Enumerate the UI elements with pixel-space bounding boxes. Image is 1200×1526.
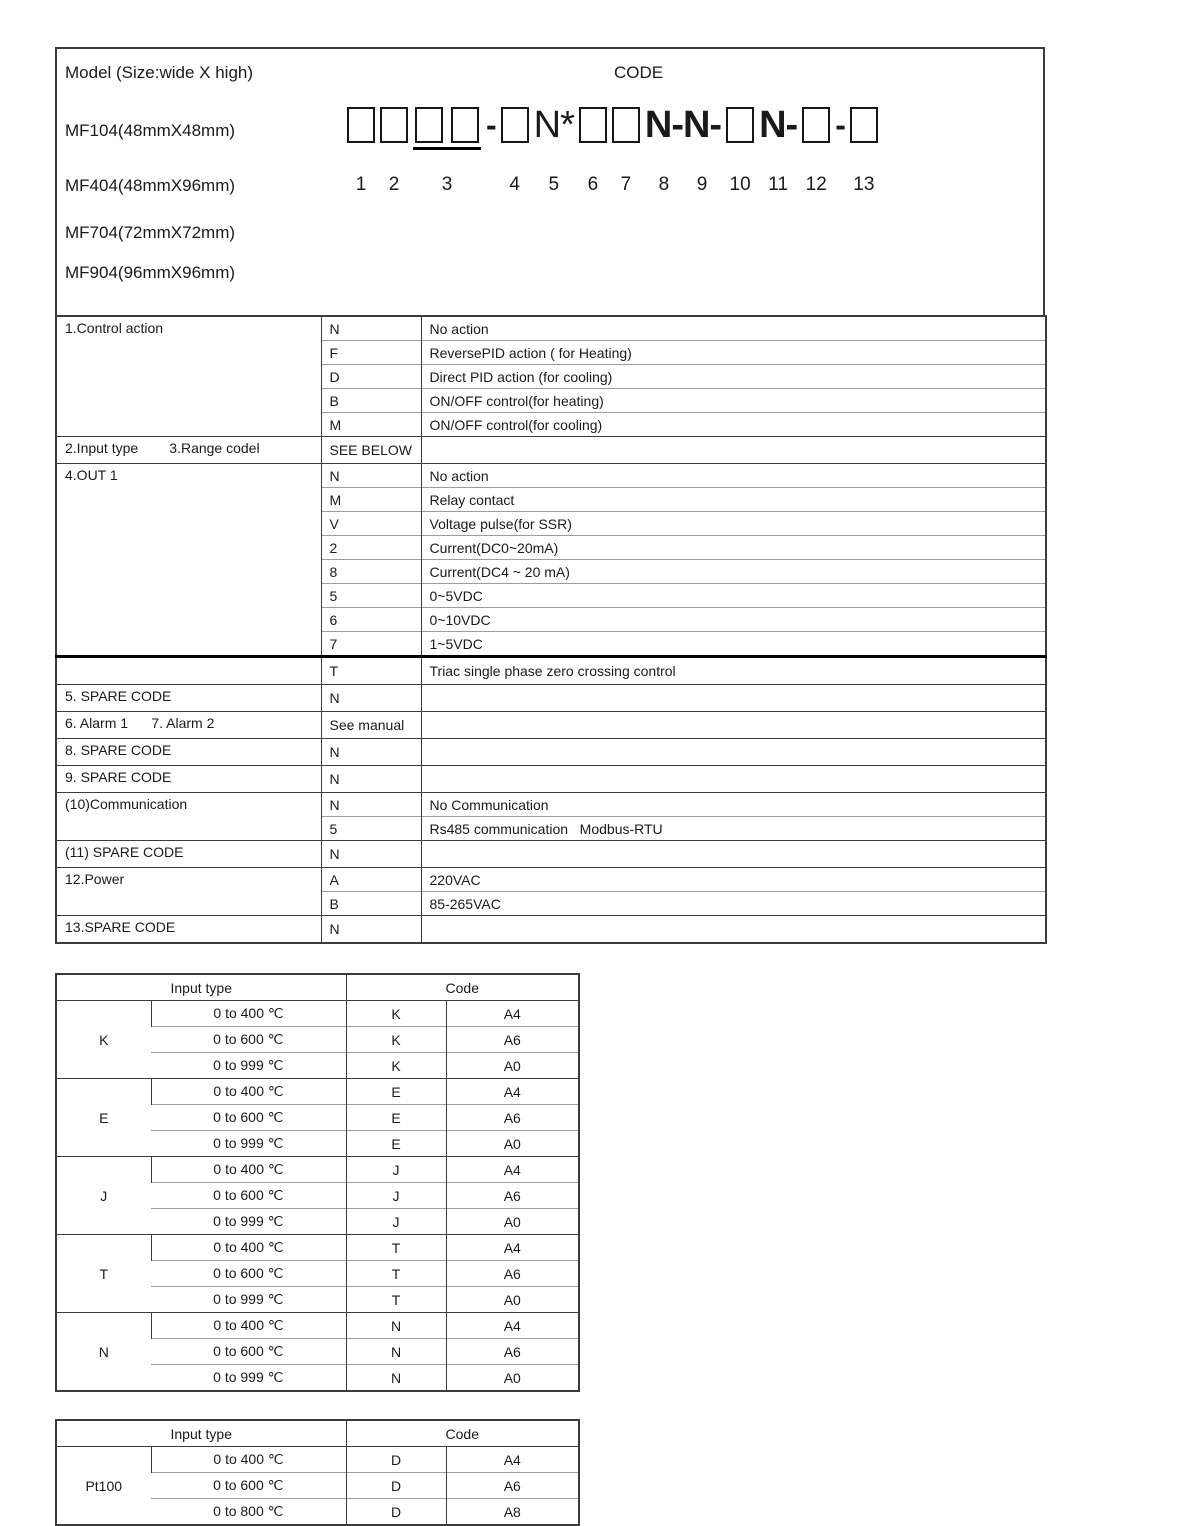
table-header-row bbox=[56, 974, 579, 1001]
range-cell: 0 to 400 ℃ bbox=[151, 1001, 346, 1027]
sensor-cell: N bbox=[56, 1313, 151, 1392]
code-value-cell: A0 bbox=[446, 1365, 579, 1392]
code-char: N- bbox=[759, 104, 798, 146]
position-number: 3 bbox=[441, 174, 453, 195]
code-cell: See manual bbox=[321, 712, 421, 739]
code-header: Code bbox=[346, 974, 579, 1001]
range-cell: 0 to 600 ℃ bbox=[151, 1339, 346, 1365]
desc-cell: 85-265VAC bbox=[421, 892, 1046, 916]
range-cell: 0 to 999 ℃ bbox=[151, 1131, 346, 1157]
code-token bbox=[850, 107, 878, 195]
desc-cell bbox=[421, 766, 1046, 793]
position-number: 11 bbox=[768, 174, 789, 195]
code-value-cell: A6 bbox=[446, 1473, 579, 1499]
code-letter-cell: D bbox=[346, 1473, 446, 1499]
position-number-row bbox=[759, 175, 797, 195]
range-cell: 0 to 999 ℃ bbox=[151, 1365, 346, 1392]
code-header: Code bbox=[346, 1420, 579, 1447]
code-cell: 5 bbox=[321, 584, 421, 608]
code-token bbox=[533, 104, 574, 195]
ordering-selection-table-body bbox=[56, 316, 1046, 943]
code-box-icon bbox=[612, 107, 640, 143]
row-label-cell: 1.Control action bbox=[56, 316, 321, 437]
range-cell: 0 to 400 ℃ bbox=[151, 1079, 346, 1105]
code-pattern-row bbox=[347, 104, 878, 195]
code-letter-cell: K bbox=[346, 1053, 446, 1079]
code-char: - bbox=[835, 107, 845, 143]
code-cell: N bbox=[321, 464, 421, 488]
code-cell: M bbox=[321, 488, 421, 512]
code-cell: N bbox=[321, 841, 421, 868]
code-cell: D bbox=[321, 365, 421, 389]
row-label-cell: 13.SPARE CODE bbox=[56, 916, 321, 944]
code-box-icon bbox=[579, 107, 607, 143]
range-cell: 0 to 400 ℃ bbox=[151, 1313, 346, 1339]
code-token-glyphs bbox=[501, 107, 529, 151]
range-cell: 0 to 600 ℃ bbox=[151, 1473, 346, 1499]
desc-cell: 220VAC bbox=[421, 868, 1046, 892]
code-box-icon bbox=[850, 107, 878, 143]
code-label: CODE bbox=[614, 63, 664, 82]
code-cell: N bbox=[321, 916, 421, 944]
code-letter-cell: E bbox=[346, 1079, 446, 1105]
position-number-row bbox=[380, 175, 408, 195]
position-number: 4 bbox=[509, 174, 520, 195]
code-token-glyphs bbox=[347, 107, 375, 151]
row-label-cell: 12.Power bbox=[56, 868, 321, 916]
range-cell: 0 to 400 ℃ bbox=[151, 1447, 346, 1473]
position-number-row bbox=[347, 175, 375, 195]
desc-cell bbox=[421, 916, 1046, 944]
code-box-icon bbox=[501, 107, 529, 143]
input-type-header: Input type bbox=[56, 974, 346, 1001]
code-token bbox=[380, 107, 408, 195]
range-cell: 0 to 800 ℃ bbox=[151, 1499, 346, 1526]
position-number-row bbox=[850, 175, 878, 195]
range-cell: 0 to 999 ℃ bbox=[151, 1287, 346, 1313]
desc-cell: ON/OFF control(for heating) bbox=[421, 389, 1046, 413]
position-number-row bbox=[802, 175, 830, 195]
code-cell: B bbox=[321, 389, 421, 413]
position-number-row bbox=[612, 175, 640, 195]
table-row bbox=[56, 916, 1046, 944]
table-row bbox=[56, 1447, 579, 1473]
code-token bbox=[486, 107, 496, 175]
position-number: 1 bbox=[355, 174, 367, 195]
desc-cell: 1~5VDC bbox=[421, 632, 1046, 657]
row-label-cell: 8. SPARE CODE bbox=[56, 739, 321, 766]
code-letter-cell: D bbox=[346, 1447, 446, 1473]
input-type-table-thermocouple bbox=[55, 973, 580, 1392]
code-value-cell: A0 bbox=[446, 1209, 579, 1235]
table-row bbox=[56, 1079, 579, 1105]
code-cell: N bbox=[321, 793, 421, 817]
row-label-cell: (10)Communication bbox=[56, 793, 321, 841]
range-cell: 0 to 600 ℃ bbox=[151, 1261, 346, 1287]
code-box-icon bbox=[726, 107, 754, 143]
model-item: MF104(48mmX48mm) bbox=[65, 121, 236, 140]
table-row bbox=[56, 1235, 579, 1261]
range-cell: 0 to 400 ℃ bbox=[151, 1157, 346, 1183]
code-value-cell: A4 bbox=[446, 1313, 579, 1339]
code-cell: 7 bbox=[321, 632, 421, 657]
table-row bbox=[56, 1001, 579, 1027]
code-value-cell: A4 bbox=[446, 1235, 579, 1261]
table-row bbox=[56, 1313, 579, 1339]
row-label-cell bbox=[56, 657, 321, 685]
position-number: 2 bbox=[388, 174, 400, 195]
code-cell: N bbox=[321, 766, 421, 793]
input-type-header: Input type bbox=[56, 1420, 346, 1447]
desc-cell: No action bbox=[421, 464, 1046, 488]
model-item: MF404(48mmX96mm) bbox=[65, 176, 236, 195]
code-token-glyphs bbox=[726, 107, 754, 151]
table-row bbox=[56, 841, 1046, 868]
sensor-cell: Pt100 bbox=[56, 1447, 151, 1526]
range-cell: 0 to 999 ℃ bbox=[151, 1053, 346, 1079]
code-token bbox=[612, 107, 640, 195]
code-cell: 2 bbox=[321, 536, 421, 560]
code-letter-cell: K bbox=[346, 1027, 446, 1053]
desc-cell: Voltage pulse(for SSR) bbox=[421, 512, 1046, 536]
table-row bbox=[56, 657, 1046, 685]
range-cell: 0 to 600 ℃ bbox=[151, 1105, 346, 1131]
code-value-cell: A6 bbox=[446, 1261, 579, 1287]
code-char: N-N- bbox=[644, 104, 722, 146]
sensor-cell: E bbox=[56, 1079, 151, 1157]
code-letter-cell: N bbox=[346, 1365, 446, 1392]
position-number-row bbox=[726, 175, 754, 195]
code-box-icon bbox=[451, 107, 479, 143]
code-letter-cell: T bbox=[346, 1235, 446, 1261]
sheet bbox=[55, 47, 1047, 1526]
code-letter-cell: N bbox=[346, 1313, 446, 1339]
code-value-cell: A0 bbox=[446, 1287, 579, 1313]
position-number-row bbox=[579, 175, 607, 195]
code-token bbox=[802, 107, 830, 195]
code-box-icon bbox=[380, 107, 408, 143]
code-box-icon bbox=[347, 107, 375, 143]
code-cell: T bbox=[321, 657, 421, 685]
position-number: 9 bbox=[696, 174, 708, 195]
row-label-cell: 9. SPARE CODE bbox=[56, 766, 321, 793]
code-token-glyphs bbox=[413, 107, 481, 151]
desc-cell: Rs485 communication Modbus-RTU bbox=[421, 817, 1046, 841]
table-row bbox=[56, 1157, 579, 1183]
table-row bbox=[56, 685, 1046, 712]
code-cell: 6 bbox=[321, 608, 421, 632]
position-number: 7 bbox=[620, 174, 632, 195]
code-token-glyphs bbox=[380, 107, 408, 151]
code-value-cell: A6 bbox=[446, 1183, 579, 1209]
code-value-cell: A6 bbox=[446, 1027, 579, 1053]
desc-cell bbox=[421, 739, 1046, 766]
code-token-glyphs bbox=[612, 107, 640, 151]
desc-cell: Triac single phase zero crossing control bbox=[421, 657, 1046, 685]
desc-cell bbox=[421, 685, 1046, 712]
code-cell: N bbox=[321, 739, 421, 766]
position-number: 8 bbox=[658, 174, 670, 195]
code-letter-cell: N bbox=[346, 1339, 446, 1365]
desc-cell: Current(DC0~20mA) bbox=[421, 536, 1046, 560]
table-header-row bbox=[56, 1420, 579, 1447]
code-cell: F bbox=[321, 341, 421, 365]
sensor-cell: K bbox=[56, 1001, 151, 1079]
row-label-cell: 2.Input type 3.Range codel bbox=[56, 437, 321, 464]
code-token bbox=[644, 104, 722, 195]
code-token-glyphs bbox=[802, 107, 830, 151]
sensor-cell: J bbox=[56, 1157, 151, 1235]
desc-cell: 0~10VDC bbox=[421, 608, 1046, 632]
code-token-glyphs bbox=[644, 104, 722, 151]
desc-cell bbox=[421, 437, 1046, 464]
code-cell: 8 bbox=[321, 560, 421, 584]
code-token bbox=[835, 107, 845, 175]
code-cell: V bbox=[321, 512, 421, 536]
position-number-row bbox=[534, 175, 574, 195]
code-token bbox=[759, 104, 798, 195]
code-token-glyphs bbox=[759, 104, 798, 151]
position-number: 13 bbox=[853, 174, 875, 195]
code-token-glyphs bbox=[533, 104, 574, 151]
table-row bbox=[56, 793, 1046, 817]
pt100-table-body bbox=[56, 1447, 579, 1526]
code-letter-cell: E bbox=[346, 1131, 446, 1157]
code-cell: N bbox=[321, 685, 421, 712]
desc-cell: Relay contact bbox=[421, 488, 1046, 512]
code-char: N* bbox=[533, 104, 574, 146]
code-box-icon bbox=[415, 107, 443, 143]
row-label-cell: 6. Alarm 1 7. Alarm 2 bbox=[56, 712, 321, 739]
code-value-cell: A4 bbox=[446, 1001, 579, 1027]
code-token-glyphs bbox=[486, 107, 496, 151]
desc-cell: 0~5VDC bbox=[421, 584, 1046, 608]
code-letter-cell: T bbox=[346, 1261, 446, 1287]
table-row bbox=[56, 868, 1046, 892]
desc-cell: ReversePID action ( for Heating) bbox=[421, 341, 1046, 365]
code-box-icon bbox=[802, 107, 830, 143]
code-char: - bbox=[486, 107, 496, 143]
code-value-cell: A4 bbox=[446, 1157, 579, 1183]
code-cell: 5 bbox=[321, 817, 421, 841]
code-token-glyphs bbox=[579, 107, 607, 151]
code-token bbox=[413, 107, 481, 195]
position-number-row bbox=[501, 175, 529, 195]
table-row bbox=[56, 316, 1046, 341]
model-item: MF704(72mmX72mm) bbox=[65, 223, 236, 242]
desc-cell bbox=[421, 841, 1046, 868]
code-token bbox=[579, 107, 607, 195]
input-type-table-pt100 bbox=[55, 1419, 580, 1526]
header-box bbox=[55, 47, 1045, 315]
row-label-cell: 4.OUT 1 bbox=[56, 464, 321, 657]
desc-cell bbox=[421, 712, 1046, 739]
position-number: 10 bbox=[729, 174, 751, 195]
code-cell: SEE BELOW bbox=[321, 437, 421, 464]
code-letter-cell: J bbox=[346, 1183, 446, 1209]
row-label-cell: (11) SPARE CODE bbox=[56, 841, 321, 868]
model-size-label: Model (Size:wide X high) bbox=[65, 63, 254, 82]
code-cell: B bbox=[321, 892, 421, 916]
code-value-cell: A4 bbox=[446, 1079, 579, 1105]
range-cell: 0 to 400 ℃ bbox=[151, 1235, 346, 1261]
position-number-row bbox=[413, 175, 481, 195]
code-letter-cell: J bbox=[346, 1209, 446, 1235]
code-token-glyphs bbox=[850, 107, 878, 151]
code-value-cell: A6 bbox=[446, 1105, 579, 1131]
code-cell: A bbox=[321, 868, 421, 892]
position-number-row bbox=[645, 175, 721, 195]
desc-cell: Current(DC4 ~ 20 mA) bbox=[421, 560, 1046, 584]
code-value-cell: A0 bbox=[446, 1131, 579, 1157]
code-letter-cell: D bbox=[346, 1499, 446, 1526]
code-token bbox=[347, 107, 375, 195]
position-number: 5 bbox=[548, 174, 560, 195]
code-letter-cell: T bbox=[346, 1287, 446, 1313]
underlined-box-pair bbox=[413, 107, 481, 150]
code-value-cell: A0 bbox=[446, 1053, 579, 1079]
thermocouple-table-body bbox=[56, 1001, 579, 1392]
code-token-glyphs bbox=[835, 107, 845, 151]
position-number: 12 bbox=[805, 174, 827, 195]
range-cell: 0 to 999 ℃ bbox=[151, 1209, 346, 1235]
code-cell: N bbox=[321, 316, 421, 341]
code-value-cell: A8 bbox=[446, 1499, 579, 1526]
code-token bbox=[726, 107, 754, 195]
desc-cell: ON/OFF control(for cooling) bbox=[421, 413, 1046, 437]
range-cell: 0 to 600 ℃ bbox=[151, 1183, 346, 1209]
model-item: MF904(96mmX96mm) bbox=[65, 263, 236, 282]
range-cell: 0 to 600 ℃ bbox=[151, 1027, 346, 1053]
sensor-cell: T bbox=[56, 1235, 151, 1313]
row-label-cell: 5. SPARE CODE bbox=[56, 685, 321, 712]
code-token bbox=[501, 107, 529, 195]
code-letter-cell: J bbox=[346, 1157, 446, 1183]
code-value-cell: A6 bbox=[446, 1339, 579, 1365]
code-letter-cell: K bbox=[346, 1001, 446, 1027]
table-row bbox=[56, 464, 1046, 488]
table-row bbox=[56, 712, 1046, 739]
table-row bbox=[56, 437, 1046, 464]
code-cell: M bbox=[321, 413, 421, 437]
position-number: 6 bbox=[587, 174, 599, 195]
code-letter-cell: E bbox=[346, 1105, 446, 1131]
table-row bbox=[56, 766, 1046, 793]
desc-cell: No Communication bbox=[421, 793, 1046, 817]
code-value-cell: A4 bbox=[446, 1447, 579, 1473]
desc-cell: Direct PID action (for cooling) bbox=[421, 365, 1046, 389]
ordering-selection-table bbox=[55, 315, 1047, 944]
table-row bbox=[56, 739, 1046, 766]
desc-cell: No action bbox=[421, 316, 1046, 341]
